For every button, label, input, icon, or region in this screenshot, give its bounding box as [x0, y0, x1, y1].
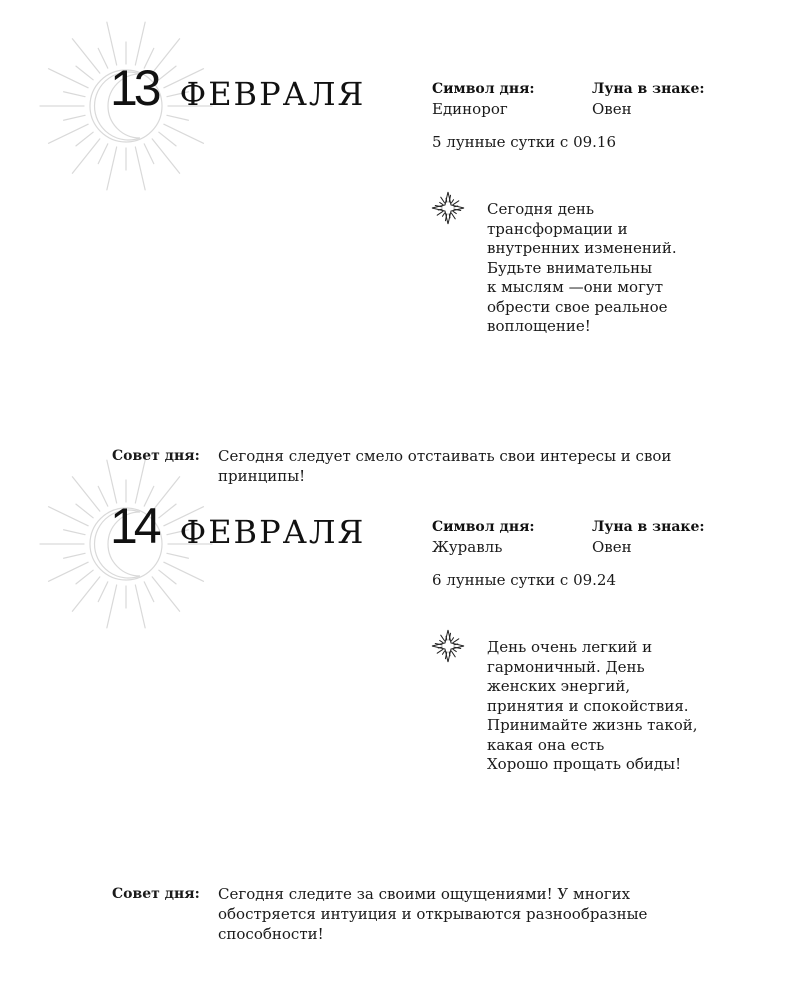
lunar-day: 5 лунные сутки с 09.16 — [432, 133, 617, 151]
description-line: День очень легкий и — [487, 638, 653, 656]
day-entry-2 — [0, 438, 800, 943]
moon-sign-value: Овен — [592, 100, 632, 118]
advice-line: принципы! — [218, 467, 306, 485]
description-line: внутренних изменений. — [487, 239, 677, 257]
symbol-value: Журавль — [432, 538, 503, 556]
advice-label: Совет дня: — [112, 886, 200, 902]
description-line: принятия и спокойствия. — [487, 696, 689, 715]
symbol-label: Символ дня: — [432, 81, 535, 97]
advice-label: Совет дня: — [112, 448, 200, 464]
date-heading — [110, 494, 365, 559]
day-entry-1 — [0, 0, 800, 485]
description-line: Будьте внимательны — [487, 258, 653, 277]
date-day: 13 — [110, 60, 158, 116]
symbol-label: Символ дня: — [432, 519, 535, 535]
day-description — [487, 200, 737, 337]
description-line: гармоничный. День — [487, 657, 645, 676]
date-heading — [110, 56, 365, 121]
advice-text — [218, 884, 718, 944]
description-line: какая она есть — [487, 735, 605, 754]
sparkle-star-icon — [428, 188, 468, 228]
date-month: февраля — [179, 500, 366, 554]
symbol-value: Единорог — [432, 100, 508, 118]
lunar-day: 6 лунные сутки с 09.24 — [432, 571, 617, 589]
description-line: Принимайте жизнь такой, — [487, 716, 698, 734]
description-line: трансформации и — [487, 219, 628, 238]
advice-line: Сегодня следует смело отстаивать свои интересы и свои — [218, 447, 672, 465]
advice-line: Сегодня следите за своими ощущениями! У многих — [218, 885, 631, 903]
day-description — [487, 638, 737, 775]
description-line: Хорошо прощать обиды! — [487, 755, 682, 773]
description-line: к мыслям —они могут — [487, 278, 664, 296]
description-line: обрести свое реальное — [487, 297, 668, 316]
moon-sign-value: Овен — [592, 538, 632, 556]
description-line: Сегодня день — [487, 200, 594, 218]
advice-line: способности! — [218, 925, 324, 943]
moon-sign-label: Луна в знаке: — [592, 81, 705, 97]
date-month: февраля — [179, 62, 366, 116]
description-line: воплощение! — [487, 317, 591, 335]
advice-line: обостряется интуиция и открываются разнообразные — [218, 905, 648, 923]
moon-sign-label: Луна в знаке: — [592, 519, 705, 535]
sparkle-star-icon — [428, 626, 468, 666]
description-line: женских энергий, — [487, 677, 631, 695]
date-day: 14 — [110, 498, 158, 554]
